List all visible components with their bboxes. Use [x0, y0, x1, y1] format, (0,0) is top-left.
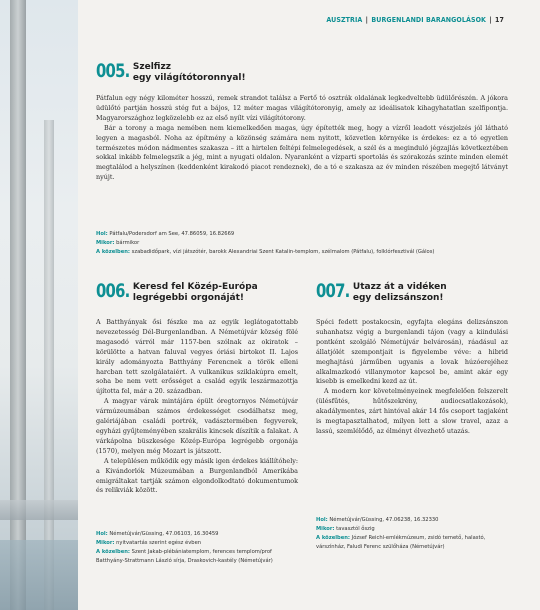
paragraph: Spéci fedett postakocsin, egyfajta elegáns delizsánszon suhanhatsz végig a burgenlandi tájon (vagy a kiindulási pontként szolgáló Németújvár belvárosán), ráadásul az állatjólét szempontjait is figyelembe véve: a hibrid meghajtású járműben ugyanis a lovak húzóerejéhez alkalmazkodó villanymotor kapcsol be, amint akár egy kisebb is emelkedni kezd az út.: [316, 318, 508, 386]
section-006-heading: [96, 282, 258, 304]
section-number: 007.: [316, 280, 350, 302]
lake-water: [0, 540, 78, 610]
section-005-body: [96, 94, 508, 183]
section-005-heading: [96, 62, 246, 84]
pillar-shadow: [44, 120, 54, 610]
info-nearby: A közelben: szabadidőpark, vízi játszótér, barokk Alexandriai Szent Katalin-templom, szélmalom (Pátfalu), folklórfesztivál (Gálos): [96, 249, 435, 255]
info-where: Hol: Németújvár/Güssing, 47.06238, 16.32330: [316, 517, 439, 523]
section-007-heading: [316, 282, 447, 304]
section-006-body: [96, 318, 298, 496]
info-nearby: A közelben: Szent Jakab-plébániatemplom, ferences templom/prof Batthyány-Strattmann László sírja, Draskovich-kastély (Németújvár): [96, 549, 273, 564]
section-007-info: [316, 516, 508, 552]
section-title: Szelfizz egy világítótoronnyal!: [132, 62, 246, 83]
section-title: Keresd fel Közép-Európa legrégebbi orgonáját!: [132, 282, 258, 303]
info-nearby: A közelben: József Reichl-emlékmúzeum, zsidó temető, halastó, várszínház, Faludi Ferenc szülőháza (Németújvár): [316, 535, 486, 550]
info-when: Mikor: tavasztól őszig: [316, 526, 375, 532]
paragraph: A településen működik egy másik igen érdekes kiállítóhely: a Kivándorlók Múzeumában a Burgenlandból Amerikába emigráltakat tartják számon elgondolkodtató dokumentumok és relikviák között.: [96, 456, 298, 495]
paragraph: Pátfalun egy négy kilométer hosszú, remek strandot találsz a Fertő tó osztrák oldalának legkedveltebb üdülőrészén. A jókora üdülőtó partján hosszú stég fut a bájos, 12 méter magas világítótoronyig, amely az ideálisatok kihagyhatatlan szelfipontja. Magyarországhoz legközelebb ez az első nyílt vízi világítótorony.: [96, 94, 508, 122]
paragraph: A modern kor követelményeinek megfelelően felszerelt (ülésfűtés, hűtőszekrény, audiocsatlakozások), akadálymentes, zárt hintóval akár 14 fős csoport tagjaként is megtapasztalhatod, milyen lett a slow travel, azaz a lassú, szemlélődő, az élményt élvezhető utazás.: [316, 387, 508, 435]
page-number: 17: [495, 16, 504, 24]
section-006-info: [96, 530, 298, 566]
section-007-body: [316, 318, 508, 437]
jetty: [0, 500, 78, 520]
paragraph: A Batthyányak ősi fészke ma az egyik leglátogatottabb nevezetesség Dél-Burgenlandban. A Németújvár község fölé magasodó várról már 1157-ben szólnak az okiratok – körülötte a hatvan faluval vegyes óriási birtokot II. Lajos király adományozta Batthyány Ferencnek a török elleni harcban tett szolgálataiért. A vulkanikus sziklakúpra emelt, soha be nem vett erősséget a család egyik leszármazottja újította fel, már a 20. században.: [96, 318, 298, 396]
breadcrumb-section: BURGENLANDI BARANGOLÁSOK: [371, 16, 487, 24]
side-photo-strip: [0, 0, 78, 610]
section-005-info: [96, 230, 508, 257]
paragraph: A magyar várak mintájára épült óregtornyos Németújvár vármúzeumában számos érdekességet csodálhatsz meg, galériájában családi portrék, vadásztermében fegyverek, egyházi gyűjteményében szakrális kincsek díszítik a falakat. A várkápolna büszkesége Közép-Európa legrégebb orgonája (1570), melyen még Mozart is játszott.: [96, 397, 298, 455]
paragraph: Bár a torony a maga nemében nem kiemelkedően magas, úgy építették meg, hogy a vízről leadott vészjelzés jól látható legyen a magasból. Noha az építmény a közönség számára nem nyitott, közvetlen környéke is érdekes: ez a tó egyetlen természetes módon nádmentes szakasza – itt a hirtelen feltépi felmelegedések, a szél és a meginduló jégzajlás következtében sokkal inkább felmelegszik a jég, mint a nyugati oldalon. Nyaranként a vízparti sportolás és szórakozás szinte minden elemét megtalálod a helyszínen (keddenként kirakodó piacot rendeznek), de a tó e szakasza az év minden részében megejtő látványt nyújt.: [96, 123, 508, 182]
info-when: Mikor: bármikor: [96, 240, 140, 246]
section-title: Utazz át a vidéken egy delizsánszon!: [352, 282, 447, 303]
section-number: 006.: [96, 280, 130, 302]
info-where: Hol: Pátfalu/Podersdorf am See, 47.86059, 16.82669: [96, 231, 235, 237]
running-header: AUSZTRIA | BURGENLANDI BARANGOLÁSOK | 17: [326, 16, 504, 24]
info-when: Mikor: nyitvatartás szerint egész évben: [96, 540, 202, 546]
section-number: 005.: [96, 60, 130, 82]
info-where: Hol: Németújvár/Güssing, 47.06103, 16.30459: [96, 531, 219, 537]
breadcrumb-country: AUSZTRIA: [326, 16, 363, 24]
